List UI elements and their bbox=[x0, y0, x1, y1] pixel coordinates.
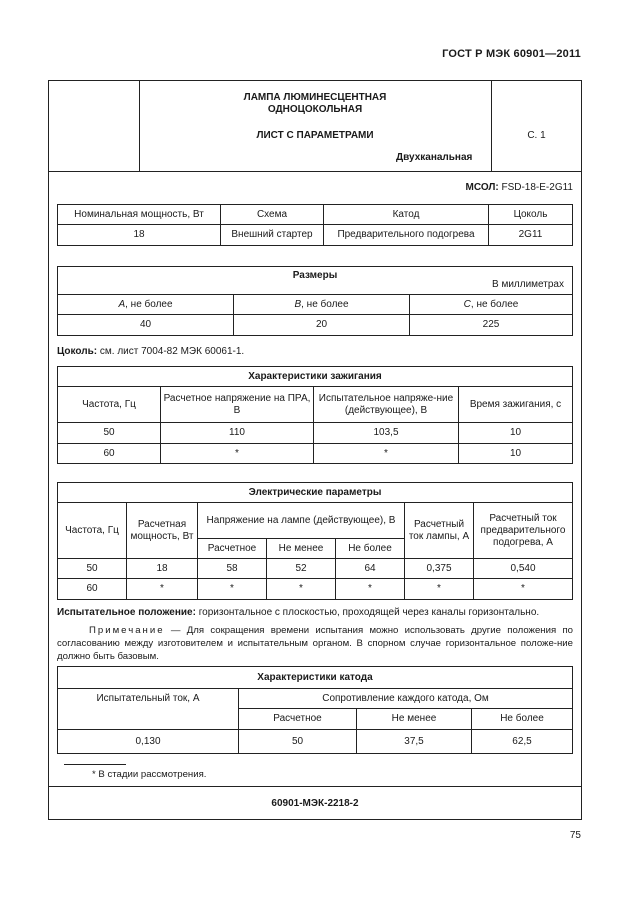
lamp-subtitle: Двухканальная bbox=[396, 152, 473, 163]
msol-value: FSD-18-E-2G11 bbox=[498, 182, 573, 193]
cell-scheme: Внешний стартер bbox=[221, 225, 324, 246]
cap-reference bbox=[57, 346, 244, 357]
header-frequency: Частота, Гц bbox=[58, 387, 161, 423]
note bbox=[57, 624, 573, 663]
standard-number: ГОСТ Р МЭК 60901—2011 bbox=[442, 48, 581, 60]
table-row: 50 18 58 52 64 0,375 0,540 bbox=[58, 559, 573, 579]
cell-dim-b: 20 bbox=[234, 315, 410, 336]
header-el-frequency: Частота, Гц bbox=[58, 503, 127, 559]
cell-dim-c: 225 bbox=[410, 315, 573, 336]
ignition-table bbox=[57, 366, 573, 464]
header-rated-voltage: Расчетное напряжение на ПРА, В bbox=[161, 387, 314, 423]
table-row: 60 * * * * * * bbox=[58, 579, 573, 600]
header-el-preheat: Расчетный ток предварительного подогрева, А bbox=[474, 503, 573, 559]
msol-label: МСОЛ: bbox=[465, 182, 499, 193]
cell-cap: 2G11 bbox=[489, 225, 573, 246]
header-ignition-time: Время зажигания, с bbox=[459, 387, 573, 423]
test-position-label: Испытательное положение: bbox=[57, 607, 196, 618]
lamp-title bbox=[139, 92, 491, 116]
ignition-title: Характеристики зажигания bbox=[58, 367, 573, 387]
dimensions-title-cell bbox=[58, 267, 573, 295]
dimensions-table bbox=[57, 266, 573, 336]
table-row: 60 * * 10 bbox=[58, 444, 573, 464]
table-row: 0,130 50 37,5 62,5 bbox=[58, 730, 573, 754]
header-dim-b: B, не более bbox=[234, 295, 410, 315]
title-line-2: ОДНОЦОКОЛЬНАЯ bbox=[267, 104, 363, 115]
sheet-title: ЛИСТ С ПАРАМЕТРАМИ bbox=[256, 130, 374, 141]
header-el-voltage: Напряжение на лампе (действующее), В bbox=[198, 503, 405, 539]
cell-cathode: Предварительного подогрева bbox=[324, 225, 489, 246]
header-dim-c: C, не более bbox=[410, 295, 573, 315]
header-dim-a: A, не более bbox=[58, 295, 234, 315]
note-label: Примечание bbox=[89, 625, 165, 636]
footnote: * В стадии рассмотрения. bbox=[92, 769, 207, 780]
page-number: 75 bbox=[569, 830, 581, 841]
electrical-table: Электрические параметры Частота, Гц Расчетная мощность, Вт Напряжение на лампе (действующее), В Расчетный ток лампы, А Расчетный ток предварительного подогрева, А Расчетное Не менее Не более 50 18 58 52 64 0,375 0,540 60 * * * * * * bbox=[57, 482, 573, 600]
main-table bbox=[57, 204, 573, 246]
cathode-title: Характеристики катода bbox=[58, 667, 573, 689]
test-position bbox=[57, 607, 539, 618]
note-text: — Для сокращения времени испытания можно использовать другие положения по согласованию между изготовителем и испытательным органом. В спорном случае горизонтальное положе-ние должно быть базовым. bbox=[57, 625, 573, 662]
dimensions-title: Размеры bbox=[292, 270, 338, 281]
test-position-value: горизонтальное с плоскостью, проходящей через каналы горизонтально. bbox=[195, 607, 540, 618]
header-el-current: Расчетный ток лампы, А bbox=[405, 503, 474, 559]
cell-dim-a: 40 bbox=[58, 315, 234, 336]
header-resistance: Сопротивление каждого катода, Ом bbox=[239, 689, 573, 709]
footer-code: 60901-МЭК-2218-2 bbox=[271, 798, 359, 809]
dimensions-unit: В миллиметрах bbox=[492, 279, 564, 290]
msol-designation bbox=[466, 182, 573, 193]
cathode-table: Характеристики катода Испытательный ток, А Сопротивление каждого катода, Ом Расчетное Не менее Не более 0,130 50 37,5 62,5 bbox=[57, 666, 573, 754]
electrical-title: Электрические параметры bbox=[58, 483, 573, 503]
footer-rule bbox=[48, 786, 582, 787]
cap-label: Цоколь: bbox=[57, 346, 98, 357]
footnote-rule bbox=[64, 764, 126, 765]
header-cathode: Катод bbox=[324, 205, 489, 225]
cell-power: 18 bbox=[58, 225, 221, 246]
header-test-current: Испытательный ток, А bbox=[58, 689, 239, 730]
header-scheme: Схема bbox=[221, 205, 324, 225]
table-row: 50 110 103,5 10 bbox=[58, 423, 573, 444]
header-el-power: Расчетная мощность, Вт bbox=[127, 503, 198, 559]
title-line-1: ЛАМПА ЛЮМИНЕСЦЕНТНАЯ bbox=[243, 92, 387, 103]
cap-value: см. лист 7004-82 МЭК 60061-1. bbox=[97, 346, 245, 357]
header-test-voltage: Испытательное напряже-ние (действующее), В bbox=[314, 387, 459, 423]
sheet-number: С. 1 bbox=[527, 130, 546, 141]
header-power: Номинальная мощность, Вт bbox=[58, 205, 221, 225]
header-cap: Цоколь bbox=[489, 205, 573, 225]
